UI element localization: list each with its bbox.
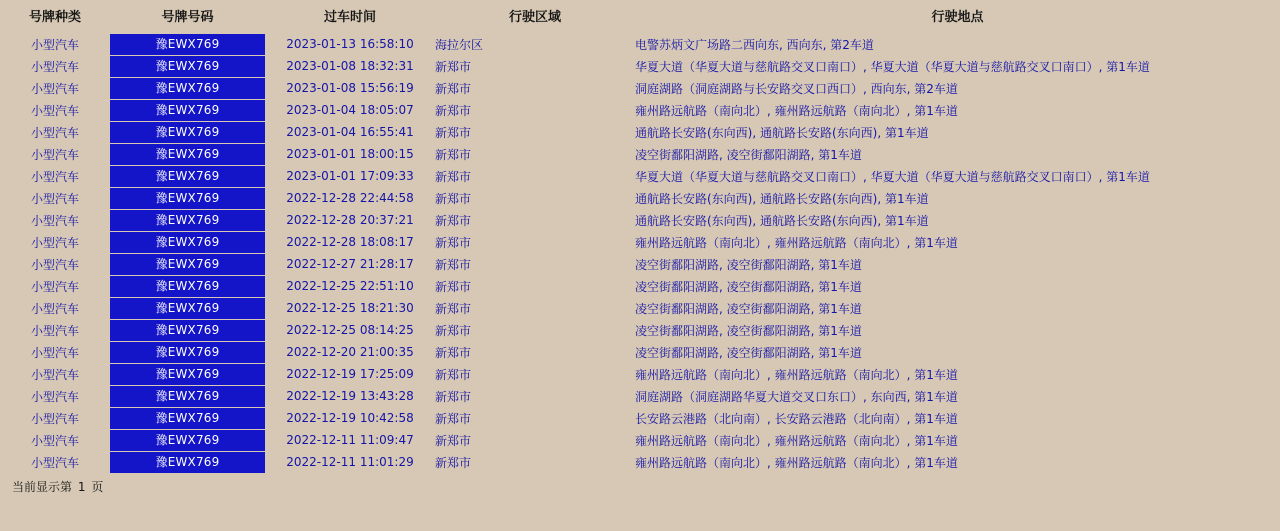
cell-area: 新郑市 (435, 59, 472, 74)
cell-plate-type: 小型汽车 (30, 147, 79, 162)
cell-pass-time: 2022-12-28 22:44:58 (286, 191, 414, 205)
cell-area: 新郑市 (435, 389, 472, 404)
table-row[interactable] (0, 363, 1280, 385)
plate-number-chip[interactable]: 豫EWX769 (110, 210, 265, 231)
table-row[interactable] (0, 319, 1280, 341)
cell-area: 新郑市 (435, 257, 472, 272)
table-row[interactable] (0, 407, 1280, 429)
cell-plate-number[interactable] (110, 451, 265, 473)
cell-location: 华夏大道（华夏大道与慈航路交叉口南口）, 华夏大道（华夏大道与慈航路交叉口南口）, 第1车道 (635, 169, 1150, 184)
plate-number-chip[interactable]: 豫EWX769 (110, 144, 265, 165)
pagination-status (12, 478, 103, 495)
cell-location: 洞庭湖路（洞庭湖路与长安路交叉口西口）, 西向东, 第2车道 (635, 81, 958, 96)
cell-location: 长安路云港路（北向南）, 长安路云港路（北向南）, 第1车道 (635, 411, 958, 426)
cell-plate-type: 小型汽车 (30, 213, 79, 228)
cell-plate-number[interactable] (110, 275, 265, 297)
table-header (0, 0, 1280, 33)
cell-plate-type: 小型汽车 (30, 279, 79, 294)
cell-pass-time: 2022-12-25 18:21:30 (286, 301, 414, 315)
cell-plate-number[interactable] (110, 33, 265, 55)
plate-number-chip[interactable]: 豫EWX769 (110, 100, 265, 121)
cell-pass-time: 2022-12-19 10:42:58 (286, 411, 414, 425)
plate-number-chip[interactable]: 豫EWX769 (110, 188, 265, 209)
cell-plate-number[interactable] (110, 319, 265, 341)
table-row[interactable] (0, 77, 1280, 99)
cell-plate-type: 小型汽车 (30, 191, 79, 206)
cell-plate-type: 小型汽车 (30, 301, 79, 316)
table-row[interactable] (0, 253, 1280, 275)
cell-plate-type: 小型汽车 (30, 411, 79, 426)
cell-plate-type: 小型汽车 (30, 59, 79, 74)
table-row[interactable] (0, 121, 1280, 143)
cell-location: 凌空街鄱阳湖路, 凌空街鄱阳湖路, 第1车道 (635, 257, 862, 272)
cell-plate-number[interactable] (110, 385, 265, 407)
cell-location: 雍州路远航路（南向北）, 雍州路远航路（南向北）, 第1车道 (635, 367, 958, 382)
cell-plate-number[interactable] (110, 363, 265, 385)
cell-pass-time: 2023-01-01 17:09:33 (286, 169, 414, 183)
cell-plate-type: 小型汽车 (30, 433, 79, 448)
cell-area: 新郑市 (435, 191, 472, 206)
cell-area: 新郑市 (435, 433, 472, 448)
cell-pass-time: 2022-12-25 08:14:25 (286, 323, 414, 337)
table-row[interactable] (0, 165, 1280, 187)
cell-plate-type: 小型汽车 (30, 169, 79, 184)
cell-plate-type: 小型汽车 (30, 455, 79, 470)
cell-plate-type: 小型汽车 (30, 367, 79, 382)
cell-plate-number[interactable] (110, 121, 265, 143)
plate-number-chip[interactable]: 豫EWX769 (110, 276, 265, 297)
plate-number-chip[interactable]: 豫EWX769 (110, 298, 265, 319)
cell-location: 凌空街鄱阳湖路, 凌空街鄱阳湖路, 第1车道 (635, 147, 862, 162)
cell-area: 新郑市 (435, 411, 472, 426)
table-body (0, 33, 1280, 473)
plate-number-chip[interactable]: 豫EWX769 (110, 342, 265, 363)
table-row[interactable] (0, 451, 1280, 473)
plate-number-chip[interactable]: 豫EWX769 (110, 78, 265, 99)
cell-location: 通航路长安路(东向西), 通航路长安路(东向西), 第1车道 (635, 191, 929, 206)
cell-location: 通航路长安路(东向西), 通航路长安路(东向西), 第1车道 (635, 125, 929, 140)
cell-area: 新郑市 (435, 81, 472, 96)
cell-plate-type: 小型汽车 (30, 81, 79, 96)
cell-location: 凌空街鄱阳湖路, 凌空街鄱阳湖路, 第1车道 (635, 323, 862, 338)
cell-plate-number[interactable] (110, 253, 265, 275)
cell-plate-number[interactable] (110, 55, 265, 77)
cell-plate-type: 小型汽车 (30, 345, 79, 360)
cell-area: 新郑市 (435, 235, 472, 250)
plate-number-chip[interactable]: 豫EWX769 (110, 320, 265, 341)
cell-pass-time: 2022-12-19 17:25:09 (286, 367, 414, 381)
plate-number-chip[interactable]: 豫EWX769 (110, 254, 265, 275)
table-row[interactable] (0, 33, 1280, 55)
column-header-pass-time: 过车时间 (323, 10, 376, 25)
cell-plate-number[interactable] (110, 231, 265, 253)
table-row[interactable] (0, 297, 1280, 319)
cell-plate-type: 小型汽车 (30, 235, 79, 250)
cell-plate-type: 小型汽车 (30, 257, 79, 272)
plate-number-chip[interactable]: 豫EWX769 (110, 430, 265, 451)
cell-plate-number[interactable] (110, 341, 265, 363)
cell-pass-time: 2022-12-11 11:01:29 (286, 455, 414, 469)
cell-location: 雍州路远航路（南向北）, 雍州路远航路（南向北）, 第1车道 (635, 103, 958, 118)
table-row[interactable] (0, 187, 1280, 209)
cell-plate-number[interactable] (110, 99, 265, 121)
column-header-plate-type: 号牌种类 (28, 10, 81, 25)
cell-area: 新郑市 (435, 323, 472, 338)
plate-number-chip[interactable]: 豫EWX769 (110, 56, 265, 77)
cell-area: 新郑市 (435, 301, 472, 316)
table-header-row (0, 0, 1280, 33)
table-row[interactable] (0, 429, 1280, 451)
table-row[interactable] (0, 231, 1280, 253)
column-header-area: 行驶区域 (508, 10, 561, 25)
cell-pass-time: 2022-12-28 18:08:17 (286, 235, 414, 249)
table-row[interactable] (0, 209, 1280, 231)
cell-plate-type: 小型汽车 (30, 37, 79, 52)
cell-location: 通航路长安路(东向西), 通航路长安路(东向西), 第1车道 (635, 213, 929, 228)
plate-number-chip[interactable]: 豫EWX769 (110, 452, 265, 473)
cell-location: 凌空街鄱阳湖路, 凌空街鄱阳湖路, 第1车道 (635, 301, 862, 316)
cell-pass-time: 2022-12-20 21:00:35 (286, 345, 414, 359)
cell-area: 新郑市 (435, 147, 472, 162)
table-row[interactable] (0, 275, 1280, 297)
cell-plate-type: 小型汽车 (30, 103, 79, 118)
cell-pass-time: 2023-01-04 18:05:07 (286, 103, 414, 117)
column-header-location: 行驶地点 (931, 10, 984, 25)
plate-number-chip[interactable]: 豫EWX769 (110, 386, 265, 407)
cell-location: 雍州路远航路（南向北）, 雍州路远航路（南向北）, 第1车道 (635, 433, 958, 448)
pagination-prefix: 当前显示第 (12, 480, 73, 494)
table-row[interactable] (0, 143, 1280, 165)
cell-plate-number[interactable] (110, 143, 265, 165)
cell-area: 海拉尔区 (435, 37, 484, 52)
column-header-plate-number: 号牌号码 (161, 10, 214, 25)
cell-area: 新郑市 (435, 213, 472, 228)
cell-plate-number[interactable] (110, 407, 265, 429)
plate-number-chip[interactable]: 豫EWX769 (110, 122, 265, 143)
cell-plate-type: 小型汽车 (30, 125, 79, 140)
cell-area: 新郑市 (435, 367, 472, 382)
cell-pass-time: 2023-01-08 18:32:31 (286, 59, 414, 73)
cell-area: 新郑市 (435, 345, 472, 360)
table-row[interactable] (0, 341, 1280, 363)
cell-area: 新郑市 (435, 169, 472, 184)
table-row[interactable] (0, 99, 1280, 121)
cell-plate-number[interactable] (110, 297, 265, 319)
cell-pass-time: 2023-01-13 16:58:10 (286, 37, 414, 51)
cell-plate-number[interactable] (110, 429, 265, 451)
cell-area: 新郑市 (435, 455, 472, 470)
cell-area: 新郑市 (435, 103, 472, 118)
cell-plate-number[interactable] (110, 209, 265, 231)
cell-pass-time: 2023-01-01 18:00:15 (286, 147, 414, 161)
table-row[interactable] (0, 385, 1280, 407)
cell-location: 洞庭湖路（洞庭湖路华夏大道交叉口东口）, 东向西, 第1车道 (635, 389, 958, 404)
cell-location: 华夏大道（华夏大道与慈航路交叉口南口）, 华夏大道（华夏大道与慈航路交叉口南口）, 第1车道 (635, 59, 1150, 74)
plate-number-chip[interactable]: 豫EWX769 (110, 34, 265, 55)
cell-pass-time: 2022-12-25 22:51:10 (286, 279, 414, 293)
cell-location: 凌空街鄱阳湖路, 凌空街鄱阳湖路, 第1车道 (635, 345, 862, 360)
cell-pass-time: 2023-01-04 16:55:41 (286, 125, 414, 139)
cell-pass-time: 2023-01-08 15:56:19 (286, 81, 414, 95)
cell-pass-time: 2022-12-11 11:09:47 (286, 433, 414, 447)
plate-number-chip[interactable]: 豫EWX769 (110, 364, 265, 385)
plate-number-chip[interactable]: 豫EWX769 (110, 232, 265, 253)
plate-number-chip[interactable]: 豫EWX769 (110, 408, 265, 429)
cell-pass-time: 2022-12-28 20:37:21 (286, 213, 414, 227)
cell-plate-number[interactable] (110, 165, 265, 187)
cell-location: 电警苏炳文广场路二西向东, 西向东, 第2车道 (635, 37, 874, 52)
cell-plate-type: 小型汽车 (30, 323, 79, 338)
cell-location: 凌空街鄱阳湖路, 凌空街鄱阳湖路, 第1车道 (635, 279, 862, 294)
cell-plate-type: 小型汽车 (30, 389, 79, 404)
current-page-number: 1 (77, 480, 86, 494)
cell-location: 雍州路远航路（南向北）, 雍州路远航路（南向北）, 第1车道 (635, 235, 958, 250)
cell-pass-time: 2022-12-19 13:43:28 (286, 389, 414, 403)
cell-location: 雍州路远航路（南向北）, 雍州路远航路（南向北）, 第1车道 (635, 455, 958, 470)
table-row[interactable] (0, 55, 1280, 77)
cell-area: 新郑市 (435, 279, 472, 294)
plate-number-chip[interactable]: 豫EWX769 (110, 166, 265, 187)
cell-pass-time: 2022-12-27 21:28:17 (286, 257, 414, 271)
pagination-suffix: 页 (91, 480, 104, 494)
cell-plate-number[interactable] (110, 77, 265, 99)
cell-plate-number[interactable] (110, 187, 265, 209)
cell-area: 新郑市 (435, 125, 472, 140)
